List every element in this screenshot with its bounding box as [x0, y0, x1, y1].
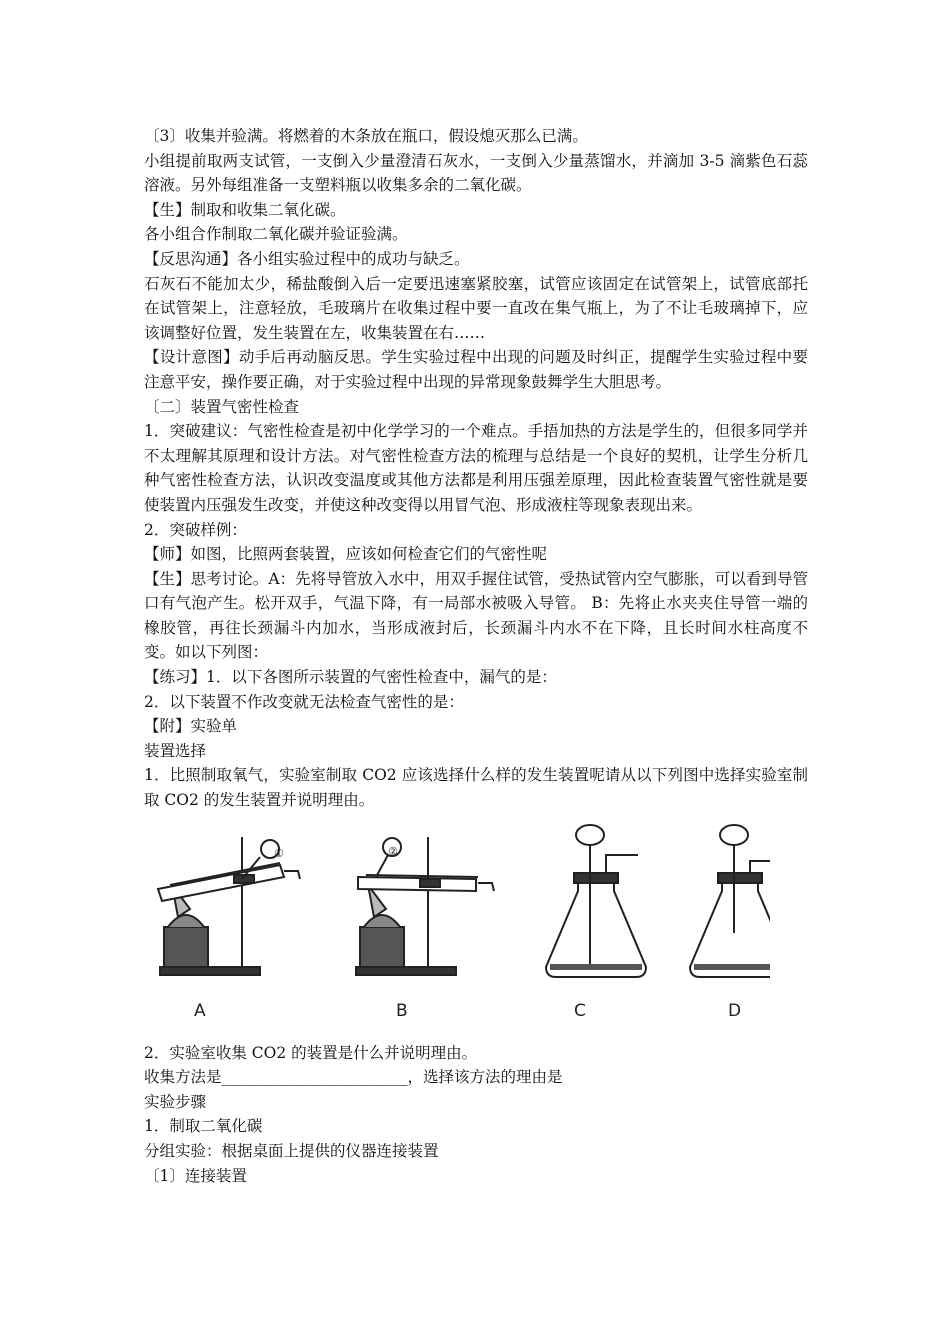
paragraph: 1．突破建议：气密性检查是初中化学学习的一个难点。手捂加热的方法是学生的，但很多同学并不太理解其原理和设计方法。对气密性检查方法的梳理与总结是一个良好的契机，让学生分析几种气密性检查方法，认识改变温度或其他方法都是利用压强差原理，因此检查装置气密性就是要使装置内压强发生改变，并使这种改变得以用冒气泡、形成液柱等现象表现出来。: [144, 422, 808, 514]
apparatus-d: [690, 825, 770, 977]
apparatus-c: [546, 825, 646, 977]
callout-1: ①: [274, 846, 284, 860]
paragraph: 装置选择: [144, 741, 207, 760]
paragraph: 2．以下装置不作改变就无法检查气密性的是：: [144, 692, 464, 711]
paragraph: 各小组合作制取二氧化碳并验证验满。: [144, 225, 408, 244]
label-c: C: [574, 1000, 586, 1021]
paragraph: 分组实验：根据桌面上提供的仪器连接装置: [144, 1142, 439, 1160]
paragraph: 石灰石不能加太少，稀盐酸倒入后一定要迅速塞紧胶塞，试管应该固定在试管架上，试管底部托在试管架上，注意轻放，毛玻璃片在收集过程中要一直改在集气瓶上，为了不让毛玻璃掉下，应该调整好位置，发生装置在左，收集装置在右……: [144, 274, 808, 342]
label-a: A: [194, 1000, 206, 1021]
paragraph: 【师】如图，比照两套装置，应该如何检查它们的气密性呢: [144, 545, 548, 564]
paragraph: 【练习】1．以下各图所示装置的气密性检查中，漏气的是：: [144, 668, 557, 687]
paragraph: 【生】思考讨论。A：先将导管放入水中，用双手握住试管，受热试管内空气膨胀，可以看到导管口有气泡产生。松开双手，气温下降，有一局部水被吸入导管。 B：先将止水夹夹住导管一端的橡胶管，再往长颈漏斗内加水，当形成液封后，长颈漏斗内水不在下降，且长时间水柱高度不变。如以下列图：: [144, 569, 808, 662]
body-text-top: [144, 124, 808, 813]
paragraph: 小组提前取两支试管，一支倒入少量澄清石灰水，一支倒入少量蒸馏水，并滴加 3-5 滴紫色石蕊溶液。另外每组准备一支塑料瓶以收集多余的二氧化碳。: [144, 151, 808, 195]
paragraph: 2．实验室收集 CO2 的装置是什么并说明理由。: [144, 1043, 478, 1062]
callout-2: ②: [388, 844, 398, 858]
paragraph: 【设计意图】动手后再动脑反思。学生实验过程中出现的问题及时纠正，提醒学生实验过程中要注意平安，操作要正确，对于实验过程中出现的异常现象鼓舞学生大胆思考。: [144, 348, 808, 391]
paragraph: 〔3〕收集并验满。将燃着的木条放在瓶口，假设熄灭那么已满。: [144, 127, 588, 145]
paragraph: 【附】实验单: [144, 717, 238, 736]
paragraph: 2．突破样例：: [144, 520, 247, 539]
paragraph: 〔1〕连接装置: [144, 1166, 247, 1185]
apparatus-b: [356, 837, 494, 975]
paragraph: 1．制取二氧化碳: [144, 1117, 263, 1136]
paragraph: 实验步骤: [144, 1092, 207, 1111]
apparatus-figure: [150, 817, 770, 1027]
paragraph: 1．比照制取氧气，实验室制取 CO2 应该选择什么样的发生装置呢请从以下列图中选择实验室制取 CO2 的发生装置并说明理由。: [144, 766, 808, 810]
document-page: [144, 124, 808, 1188]
label-b: B: [396, 1000, 408, 1021]
apparatus-drawing: [150, 817, 770, 1027]
paragraph: 【反思沟通】各小组实验过程中的成功与缺乏。: [144, 249, 470, 268]
paragraph: 【生】制取和收集二氧化碳。: [144, 200, 346, 219]
paragraph: 收集方法是________________________，选择该方法的理由是: [144, 1068, 563, 1087]
body-text-bottom: [144, 1041, 808, 1189]
label-d: D: [728, 1000, 742, 1021]
paragraph: 〔二〕装置气密性检查: [144, 397, 300, 416]
